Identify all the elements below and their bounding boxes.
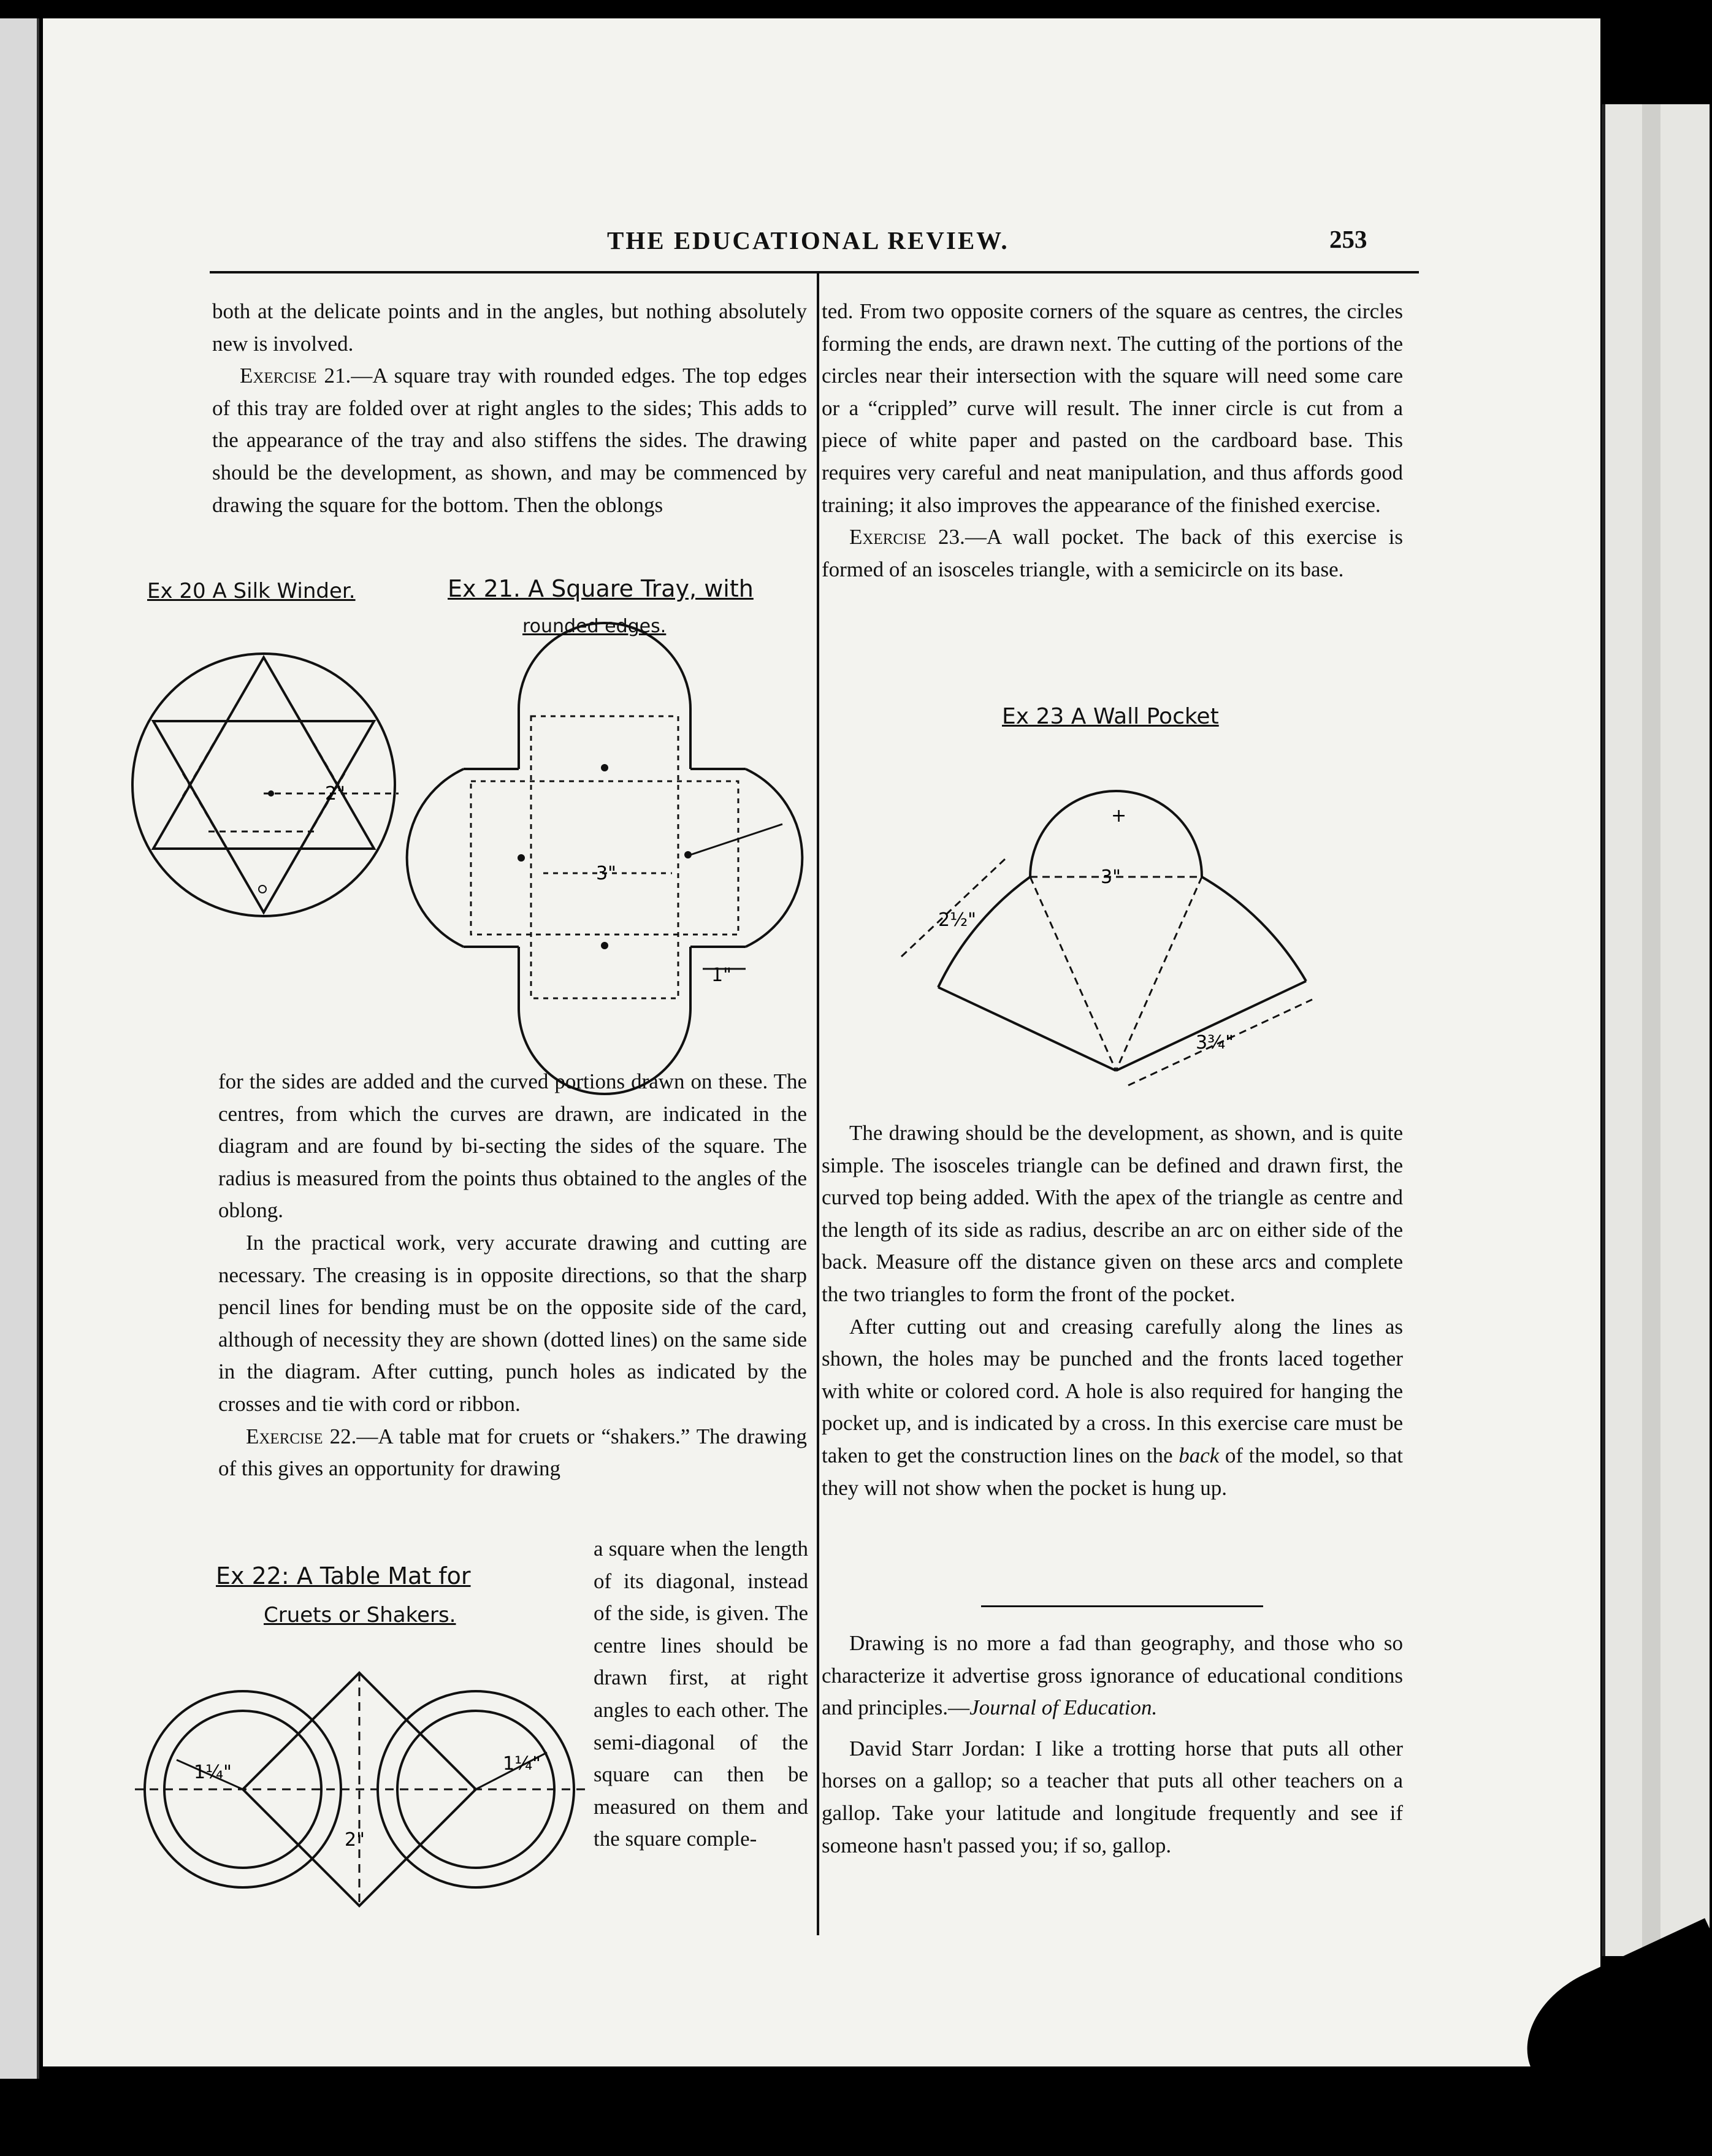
continuation-paragraph: ted. From two opposite corners of the square as centres, the circles forming the ends, are drawn next. The cutting of the portions of the circles near their intersection with the square will need some care or a “crippled” curve will result. The inner circle is cut from a piece of white paper and pasted on the cardboard base. This requires very careful and neat manipulation, and thus affords good training; it also improves the appearance of the finished exercise. — [822, 299, 1403, 517]
quote-jordan: David Starr Jordan: I like a trotting horse that puts all other horses on a gallop; so a teacher that puts all other teachers on a gallop. Take your latitude and longitude frequently and see if someone hasn't passed you; if so, gallop. — [822, 1736, 1403, 1857]
column-divider — [817, 273, 819, 1935]
exercise-22-heading: Exercise 22. — [246, 1424, 357, 1448]
oblong-paragraph: for the sides are added and the curved portions drawn on these. The centres, from which the curves are drawn, are indicated in the diagram and are found by bi-secting the sides of the square. The radius is measured from the points thus obtained to the angles of the oblong. — [218, 1069, 807, 1223]
ex22-caption-line1: Ex 22: A Table Mat for — [216, 1562, 471, 1589]
after-cutting-paragraph: After cutting out and creasing carefully along the lines as shown, the holes may be punched and the fronts laced together with white or colored cord. A hole is also required for hanging the pocket up, and is indicated by a cross. In this exercise care must be taken to get the construction lines on the back of the model, so that they will not show when the pocket is hung up. — [822, 1314, 1404, 1500]
ex21-square-tray-figure — [415, 652, 795, 1045]
ex22-dimension-center: 2" — [345, 1829, 365, 1851]
ex20-caption: Ex 20 A Silk Winder. — [147, 579, 356, 603]
exercise-23-heading: Exercise 23. — [849, 525, 965, 549]
book-edge — [1602, 104, 1710, 1956]
ex23-dimension-side: 2½" — [938, 909, 976, 931]
ex23-dimension-arc: 3¾" — [1196, 1032, 1234, 1053]
ex21-caption-line2: rounded edges. — [522, 616, 667, 637]
emphasis-back: back — [1179, 1443, 1220, 1467]
ex20-silk-winder-figure — [129, 650, 399, 920]
page-number: 253 — [1329, 225, 1367, 253]
intro-paragraph: both at the delicate points and in the angles, but nothing absolutely new is involved. — [212, 299, 807, 356]
header-rule — [210, 271, 1419, 273]
exercise-22-text: —A table mat for cruets or “shakers.” The drawing of this gives an opportunity for drawing — [218, 1424, 807, 1481]
drawing-paragraph: The drawing should be the development, as shown, and is quite simple. The isosceles triangle can be defined and drawn first, the curved top being added. With the apex of the triangle as centre and the length of its side as radius, describe an arc on either side of the back. Measure off the distance given on these arcs and complete the two triangles to form the front of the pocket. — [822, 1121, 1403, 1306]
ex20-dimension: 2" — [325, 783, 345, 805]
ex21-dimension-side: 1" — [711, 965, 732, 986]
exercise-21-text: —A square tray with rounded edges. The top edges of this tray are folded over at right angles to the sides; This adds to the appearance of the tray and also stiffens the sides. The drawing should be the development, as shown, and may be commenced by drawing the square for the bottom. Then the oblongs — [212, 364, 807, 517]
ex21-caption-line1: Ex 21. A Square Tray, with — [448, 575, 754, 602]
practical-paragraph: In the practical work, very accurate drawing and cutting are necessary. The creasing is in opposite directions, so that the sharp pencil lines for bending must be on the opposite side of the card, although of necessity they are shown (dotted lines) on the same side in the diagram. After cutting, punch holes as indicated by the crosses and tie with cord or ribbon. — [218, 1230, 807, 1416]
section-divider — [981, 1605, 1263, 1607]
svg-text:+: + — [1111, 805, 1127, 827]
right-text-bottom — [822, 1117, 1403, 1504]
quotes-block — [822, 1627, 1403, 1862]
ex23-dimension-base: 3" — [1101, 866, 1121, 888]
exercise-21-paragraph — [212, 360, 807, 521]
exercise-21-heading: Exercise 21. — [240, 364, 351, 388]
quote-source: Journal of Education. — [969, 1695, 1158, 1720]
ex22-table-mat-figure — [135, 1643, 589, 1913]
ex23-caption: Ex 23 A Wall Pocket — [1002, 704, 1219, 729]
ex22-dimension-right: 1¼" — [503, 1753, 541, 1775]
running-header: THE EDUCATIONAL REVIEW. — [607, 226, 1009, 254]
exercise-22-paragraph — [218, 1421, 807, 1485]
left-text-middle — [218, 1066, 807, 1485]
left-text-top — [212, 296, 807, 521]
ex23-wall-pocket-figure — [895, 779, 1337, 1098]
ex22-caption-line2: Cruets or Shakers. — [264, 1603, 456, 1627]
exercise-23-text: —A wall pocket. The back of this exercise is formed of an isosceles triangle, with a semicircle on its base. — [822, 525, 1403, 581]
adjacent-page-edge — [0, 18, 39, 2079]
exercise-23-paragraph — [822, 521, 1403, 586]
exercise-22-narrow-paragraph: a square when the length of its diagonal, instead of the side, is given. The centre lines should be drawn first, at right angles to each other. The semi-diagonal of the square can then be measured on them and the square comple- — [594, 1537, 808, 1851]
ex22-dimension-left: 1¼" — [194, 1762, 232, 1783]
quote-drawing: Drawing is no more a fad than geography, and those who so characterize it advertise gross ignorance of educational conditions and principles.—Journal of Education. — [822, 1631, 1403, 1720]
right-text-top — [822, 296, 1403, 586]
ex21-dimension-square: 3" — [596, 863, 616, 884]
